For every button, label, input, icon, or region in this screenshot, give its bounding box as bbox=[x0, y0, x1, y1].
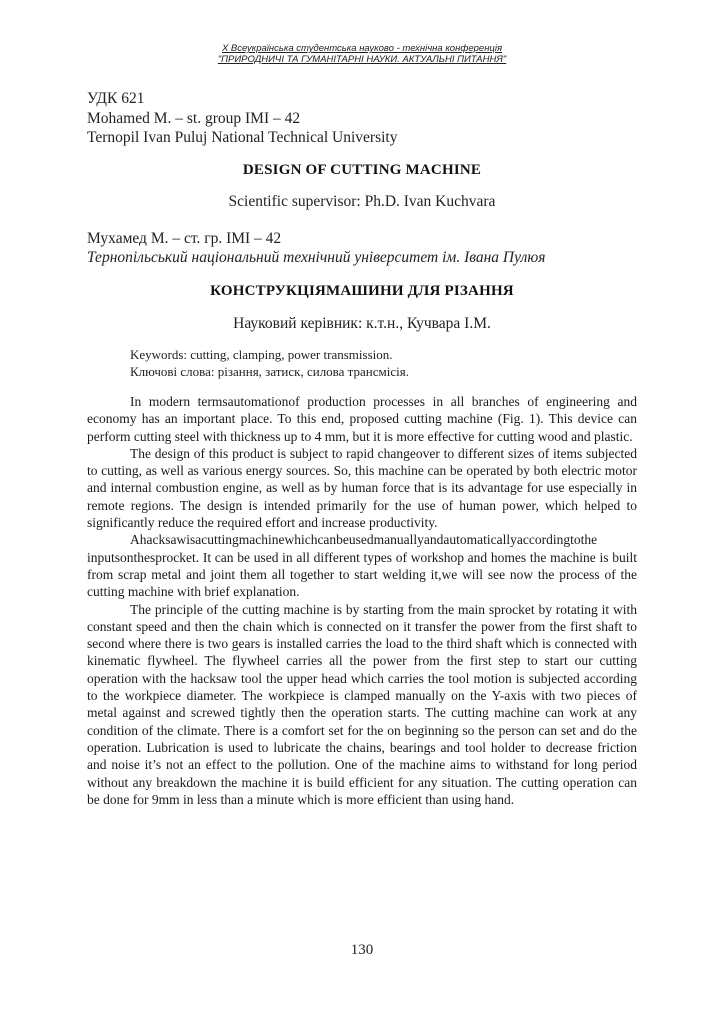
conference-header-line1: X Всеукраїнська студентська науково - технічна конференція bbox=[221, 43, 503, 54]
affiliation-ua: Тернопільський національний технічний університет ім. Івана Пулюя bbox=[87, 249, 546, 266]
paragraph: The principle of the cutting machine is by starting from the main sprocket by rotating it with constant speed and then the chain which is connected on it transfer the power from the first shaft to second where there is two gears is installed carries the load to the third shaft which is connected with kinematic flywheel. The flywheel carries all the power from the first step to start our cutting operation with the hacksaw tool the upper head which carries the tool motion is subjected according to the workpiece diameter. The workpiece is clamped manually on the Y-axis with two pieces of metal against and screwed tightly then the operation starts. The cutting machine can work at any condition of the climate. There is a comfort set for the on beginning so the person can set and do the operation. Lubrication is used to lubricate the chains, bearings and tool holder to decrease friction and noise it’s not an effect to the pollution. One of the machine aims to withstand for long period without any breakdown the machine it is build efficient for any situation. The cutting operation can be done for 9mm in less than a minute which is more efficient than using hand. bbox=[87, 601, 637, 807]
affiliation-en: Ternopil Ivan Puluj National Technical University bbox=[87, 129, 398, 146]
author-ua: Мухамед М. – ст. гр. ІМІ – 42 bbox=[87, 230, 282, 247]
author-en: Mohamed M. – st. group IMI – 42 bbox=[87, 110, 301, 127]
conference-header-line2: "ПРИРОДНИЧІ ТА ГУМАНІТАРНІ НАУКИ. АКТУАЛЬНІ ПИТАННЯ" bbox=[217, 54, 507, 65]
paragraph: Ahacksawisacuttingmachinewhichcanbeusedmanuallyandautomaticallyaccordingtothe inputsonthesprocket. It can be used in all different types of workshop and homes the machine is built from scrap metal and joint them all together to start welding it,we will see now the process of the cutting machine with brief explanation. bbox=[87, 532, 637, 600]
udk-code: УДК 621 bbox=[87, 90, 145, 107]
paragraph: In modern termsautomationof production processes in all branches of engineering and economy has an important place. To this end, proposed cutting machine (Fig. 1). This device can perform cutting steel with thickness up to 4 mm, but it is more effective for cutting wood and plastic. bbox=[87, 394, 637, 444]
keywords-en: Keywords: cutting, clamping, power transmission. bbox=[130, 347, 393, 362]
paragraph: The design of this product is subject to rapid changeover to different sizes of items subjected to cutting, as well as various energy sources. So, this machine can be operated by both electric motor and internal combustion engine, as well as by human force that is its advantage for use especially in remote regions. The design is intended primarily for the use of human power, which helped to significantly reduce the required effort and increase productivity. bbox=[87, 445, 637, 531]
keywords-ua: Ключові слова: різання, затиск, силова трансмісія. bbox=[130, 364, 409, 379]
page-number: 130 bbox=[350, 942, 374, 958]
body-text bbox=[87, 393, 637, 808]
title-en: DESIGN OF CUTTING MACHINE bbox=[242, 162, 482, 178]
title-ua: КОНСТРУКЦІЯМАШИНИ ДЛЯ РІЗАННЯ bbox=[210, 283, 514, 299]
supervisor-en: Scientific supervisor: Ph.D. Ivan Kuchvara bbox=[228, 193, 496, 210]
supervisor-ua: Науковий керівник: к.т.н., Кучвара І.М. bbox=[233, 315, 491, 332]
